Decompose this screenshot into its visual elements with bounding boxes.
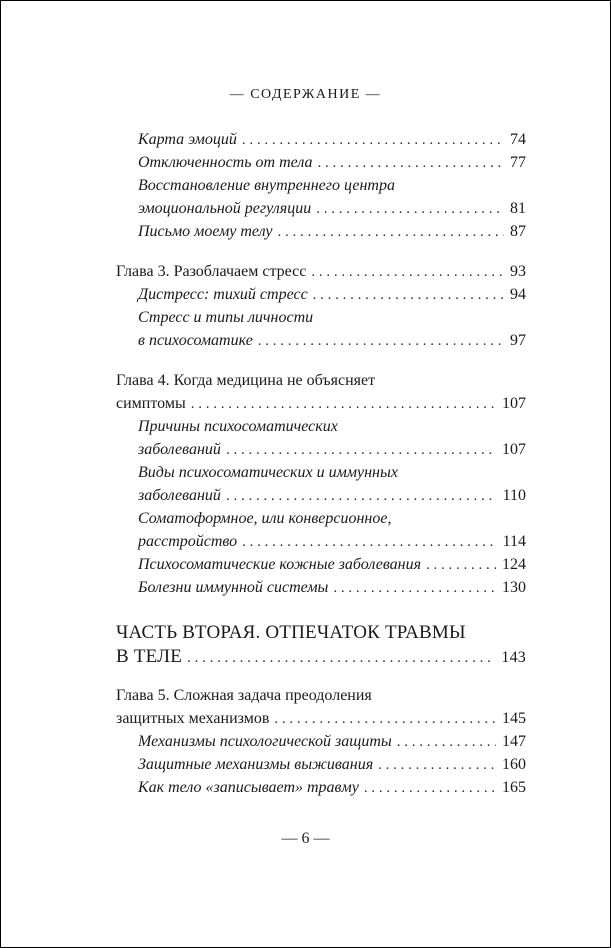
toc-entry-page: 107 — [502, 395, 526, 412]
toc-entry-title: Виды психосоматических и иммунных — [138, 464, 398, 481]
toc-part-line — [116, 621, 526, 645]
toc-entry-title: в психосоматике — [138, 332, 253, 349]
toc-entry-page: 93 — [510, 263, 526, 280]
toc-part-title: ЧАСТЬ ВТОРАЯ. ОТПЕЧАТОК ТРАВМЫ — [116, 622, 466, 643]
toc-entry-line — [138, 176, 526, 196]
leader-dots — [378, 755, 496, 775]
toc-entry-page: 130 — [502, 579, 526, 596]
toc-entry — [138, 486, 526, 506]
page-number: — 6 — — [281, 830, 330, 847]
toc-entry-page: 124 — [502, 556, 526, 573]
toc-entry — [138, 732, 526, 752]
toc-chapter-title: Глава 5. Сложная задача преодоления — [116, 687, 372, 704]
toc-entry — [138, 130, 526, 150]
toc-entry-title: Как тело «записывает» травму — [138, 779, 359, 796]
toc-chapter — [116, 262, 526, 282]
toc-entry — [138, 778, 526, 798]
toc-entry — [138, 440, 526, 460]
leader-dots — [242, 532, 496, 552]
toc-chapter — [116, 709, 526, 729]
leader-dots — [274, 709, 496, 729]
toc-entry — [138, 153, 526, 173]
toc-entry-page: 110 — [502, 487, 526, 504]
leader-dots — [364, 778, 496, 798]
toc-entry-line — [138, 417, 526, 437]
leader-dots — [242, 130, 504, 150]
toc-entry — [138, 555, 526, 575]
toc-entry-title: Карта эмоций — [138, 131, 237, 148]
toc-entry-title: заболеваний — [138, 441, 221, 458]
toc-entry-page: 160 — [502, 756, 526, 773]
toc-entry-page: 87 — [510, 223, 526, 240]
toc-entry-line — [138, 308, 526, 328]
toc-entry-page: 107 — [502, 441, 526, 458]
leader-dots — [226, 440, 496, 460]
leader-dots — [426, 555, 496, 575]
toc-entry — [138, 199, 526, 219]
toc-entry-title: Причины психосоматических — [138, 418, 338, 435]
leader-dots — [333, 578, 496, 598]
toc-entry-page: 165 — [502, 779, 526, 796]
toc-entry-page: 81 — [510, 200, 526, 217]
toc-entry-title: заболеваний — [138, 487, 221, 504]
toc-entry-title: Защитные механизмы выживания — [138, 756, 374, 773]
toc-entry — [138, 285, 526, 305]
toc-entry — [138, 578, 526, 598]
toc-chapter — [116, 394, 526, 414]
toc-chapter-title: симптомы — [116, 395, 186, 412]
leader-dots — [258, 331, 504, 351]
toc-entry — [138, 755, 526, 775]
toc-entry-page: 143 — [501, 649, 526, 666]
toc-entry-line — [138, 463, 526, 483]
toc-part — [116, 645, 526, 670]
toc-chapter-title: Глава 4. Когда медицина не объясняет — [116, 372, 376, 389]
running-head: — СОДЕРЖАНИЕ — — [229, 87, 382, 102]
toc-entry-title: Отключенность от тела — [138, 154, 313, 171]
toc-entry-page: 97 — [510, 332, 526, 349]
toc-entry-title: расстройство — [138, 533, 238, 550]
leader-dots — [226, 486, 497, 506]
toc-entry-page: 94 — [510, 286, 526, 303]
toc-entry-page: 114 — [502, 533, 526, 550]
toc-entry-title: Соматоформное, или конверсионное, — [138, 510, 392, 527]
toc-entry — [138, 222, 526, 242]
toc-entry-page: 145 — [502, 710, 526, 727]
leader-dots — [316, 199, 504, 219]
toc-entry-page: 74 — [510, 131, 526, 148]
leader-dots — [318, 153, 505, 173]
toc-chapter-title: Глава 3. Разоблачаем стресс — [116, 263, 307, 280]
toc-entry-title: эмоциональной регуляции — [138, 200, 312, 217]
toc-entry — [138, 331, 526, 351]
toc-entry-title: Психосоматические кожные заболевания — [138, 556, 422, 573]
toc-entry-title: Дистресс: тихий стресс — [138, 286, 308, 303]
toc-entry-title: Письмо моему телу — [138, 223, 273, 240]
toc-chapter-line — [116, 686, 526, 706]
toc-entry-title: Болезни иммунной системы — [138, 579, 329, 596]
toc-entry-line — [138, 509, 526, 529]
leader-dots — [191, 394, 496, 414]
leader-dots — [313, 285, 504, 305]
toc-chapter-title: защитных механизмов — [116, 710, 270, 727]
toc-chapter-line — [116, 371, 526, 391]
toc-entry-title: Стресс и типы личности — [138, 309, 314, 326]
leader-dots — [311, 262, 504, 282]
leader-dots — [187, 646, 495, 670]
toc-entry-title: Восстановление внутреннего центра — [138, 177, 395, 194]
toc-part-title: В ТЕЛЕ — [116, 646, 183, 667]
toc-entry — [138, 532, 526, 552]
toc-entry-page: 77 — [510, 154, 526, 171]
toc-entry-page: 147 — [502, 733, 526, 750]
leader-dots — [278, 222, 505, 242]
leader-dots — [397, 732, 496, 752]
toc-entry-title: Механизмы психологической защиты — [138, 733, 392, 750]
